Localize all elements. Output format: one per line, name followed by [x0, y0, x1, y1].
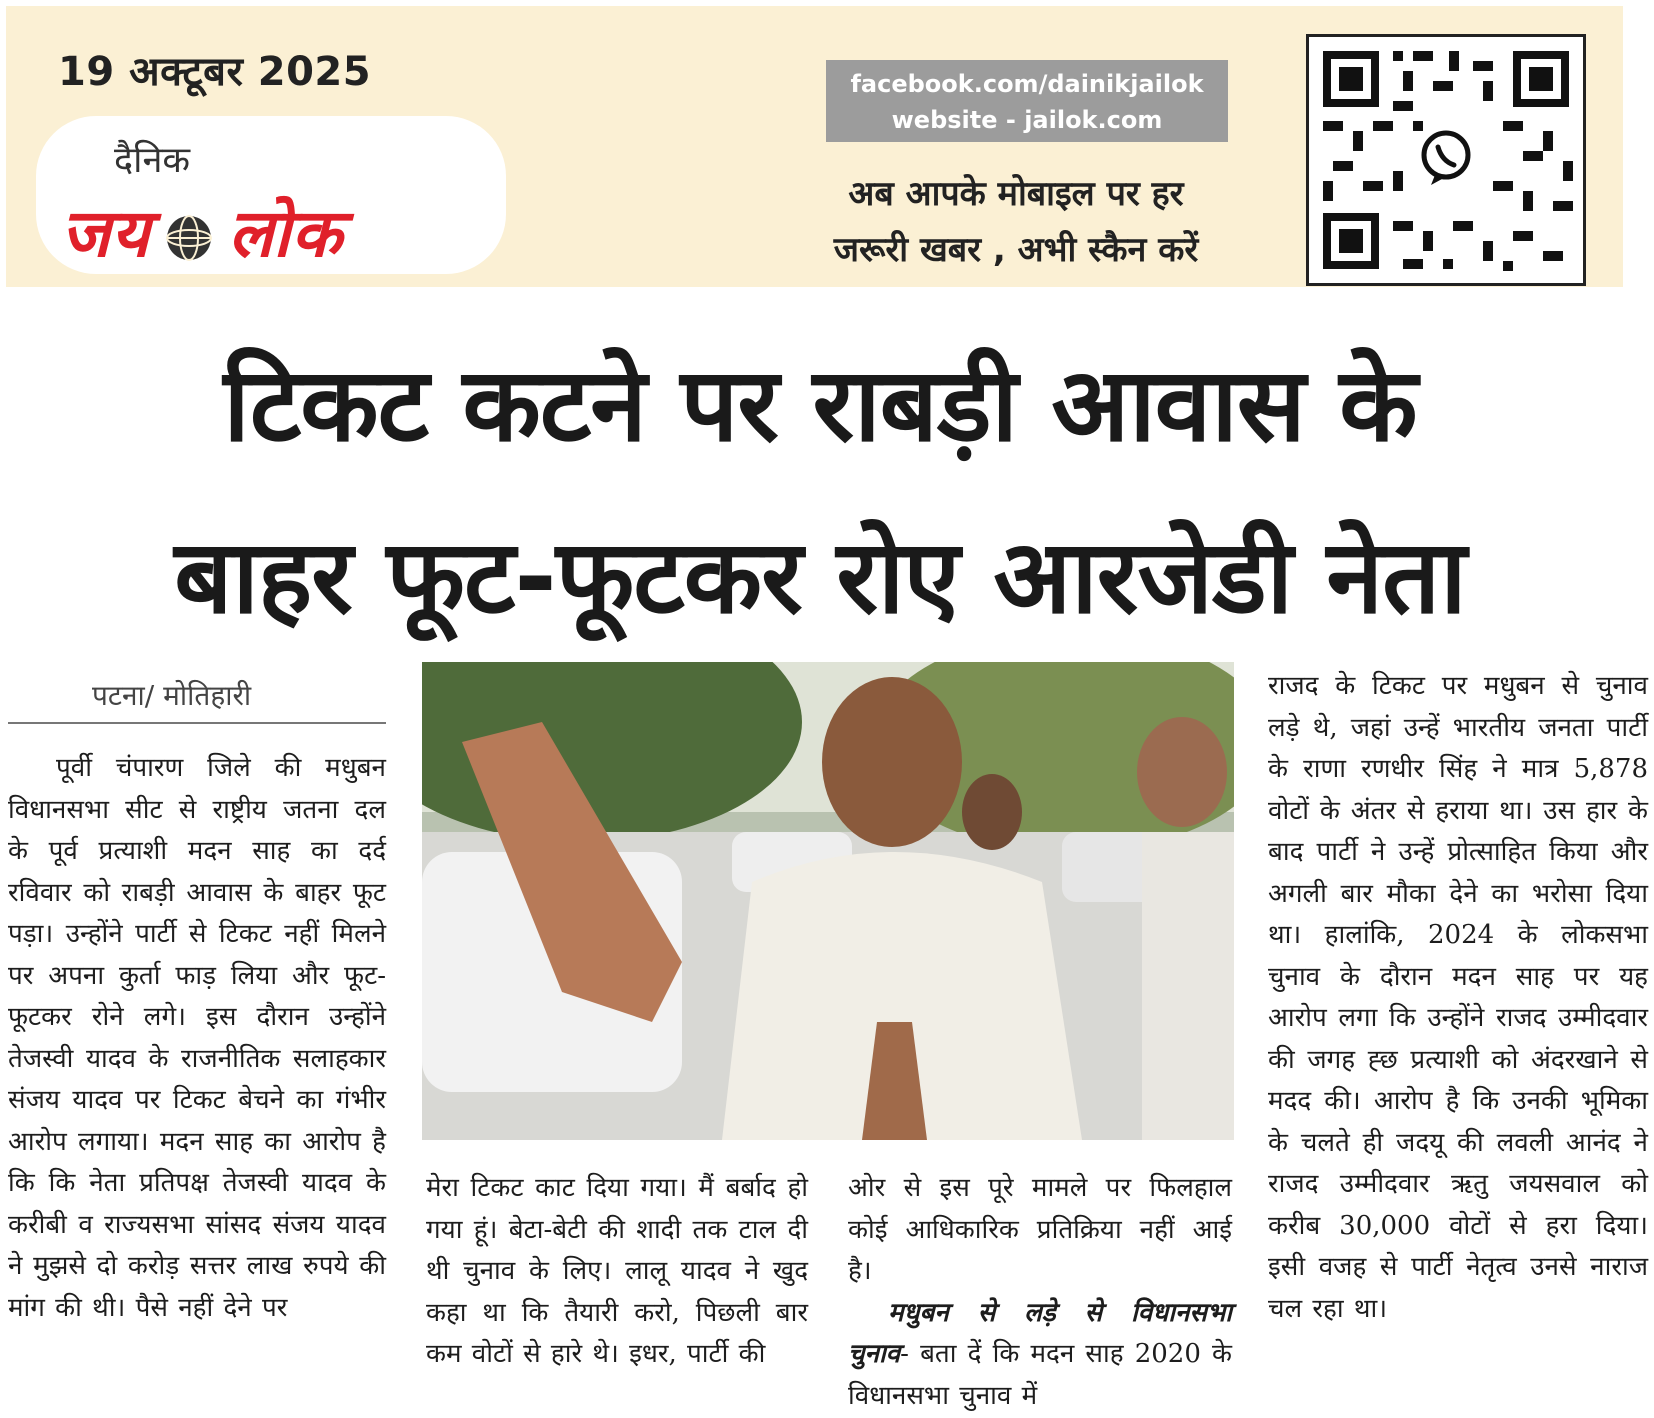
article-column-2: मेरा टिकट काट दिया गया। मैं बर्बाद हो गया हूं। बेटा-बेटी की शादी तक टाल दी थी चुनाव के लिए। लालू यादव ने खुद कहा था कि तैयारी करो, पिछली बार कम वोटों से हारे थे। इधर, पार्टी की [426, 1173, 808, 1369]
article-column-4: राजद के टिकट पर मधुबन से चुनाव लड़े थे, जहां उन्हें भारतीय जनता पार्टी के राणा रणधीर सिंह ने मात्र 5,878 वोटों के अंतर से हराया था। उस हार के बाद पार्टी ने उन्हें प्रोत्साहित किया और अगली बार मौका देने का भरोसा दिया था। हालांकि, 2024 के लोकसभा चुनाव के दौरान मदन साह पर यह आरोप लगा कि उन्होंने राजद उम्मीदवार की जगह ह्छ प्रत्याशी को अंदरखाने से मदद की। आरोप है कि उनकी भूमिका के चलते ही जदयू की लवली आनंद ने राजद उम्मीदवार ऋतु जयसवाल को करीब 30,000 वोटों से हरा दिया। इसी वजह से पार्टी नेतृत्व उनसे नाराज चल रहा था। [1268, 671, 1648, 1324]
edition-date: 19 अक्टूबर 2025 [58, 49, 372, 95]
website-link[interactable]: website - jailok.com [891, 106, 1163, 134]
qr-code-graphic [1309, 37, 1583, 283]
newspaper-logo[interactable] [36, 116, 506, 274]
news-photo-graphic [422, 662, 1234, 1140]
qr-code-icon[interactable] [1306, 34, 1586, 286]
dateline-divider [8, 722, 386, 724]
dateline: पटना/ मोतिहारी [92, 679, 252, 712]
facebook-link[interactable]: facebook.com/dainikjailok [850, 70, 1204, 98]
logo-word-lok: लोक [228, 195, 343, 272]
article-column-1: पूर्वी चंपारण जिले की मधुबन विधानसभा सीट से राष्ट्रीय जतना दल के पूर्व प्रत्याशी मदन साह का दर्द रविवार को राबड़ी आवास के बाहर फूट पड़ा। उन्होंने पार्टी से टिकट नहीं मिलने पर अपना कुर्ता फाड़ लिया और फूट-फूटकर रोने लगे। इस दौरान उन्होंने तेजस्वी यादव के राजनीतिक सलाहकार संजय यादव पर टिकट बेचने का गंभीर आरोप लगाया। मदन साह का आरोप है कि कि नेता प्रतिपक्ष तेजस्वी यादव के करीबी व राज्यसभा सांसद संजय यादव ने मुझसे दो करोड़ सत्तर लाख रुपये की मांग की थी। पैसे नहीं देने पर [8, 753, 386, 1323]
promo-line-1: अब आपके मोबाइल पर हर [848, 174, 1184, 214]
headline-line-2: बाहर फूट-फूटकर रोए आरजेडी नेता [174, 518, 1466, 637]
article-column-3 [848, 1168, 1232, 1417]
column-3-text: ओर से इस पूरे मामले पर फिलहाल कोई आधिकारिक प्रतिक्रिया नहीं आई है। [848, 1173, 1232, 1286]
scan-promo [796, 166, 1236, 278]
headline [20, 320, 1620, 664]
globe-icon [164, 213, 214, 263]
social-links-box [826, 60, 1228, 142]
logo-word-jai: जय [61, 195, 151, 272]
promo-line-2: जरूरी खबर , अभी स्कैन करें [833, 230, 1199, 270]
masthead [6, 6, 1623, 287]
logo-title [61, 186, 343, 276]
section-subhead: मधुबन से लड़े से विधानसभा चुनाव [848, 1297, 1232, 1369]
logo-small-text: दैनिक [114, 140, 191, 181]
headline-line-1: टिकट कटने पर राबड़ी आवास के [223, 346, 1417, 465]
column-3-continued: - बता दें कि मदन साह 2020 के विधानसभा चुनाव में [848, 1339, 1232, 1411]
news-photo [422, 662, 1234, 1140]
